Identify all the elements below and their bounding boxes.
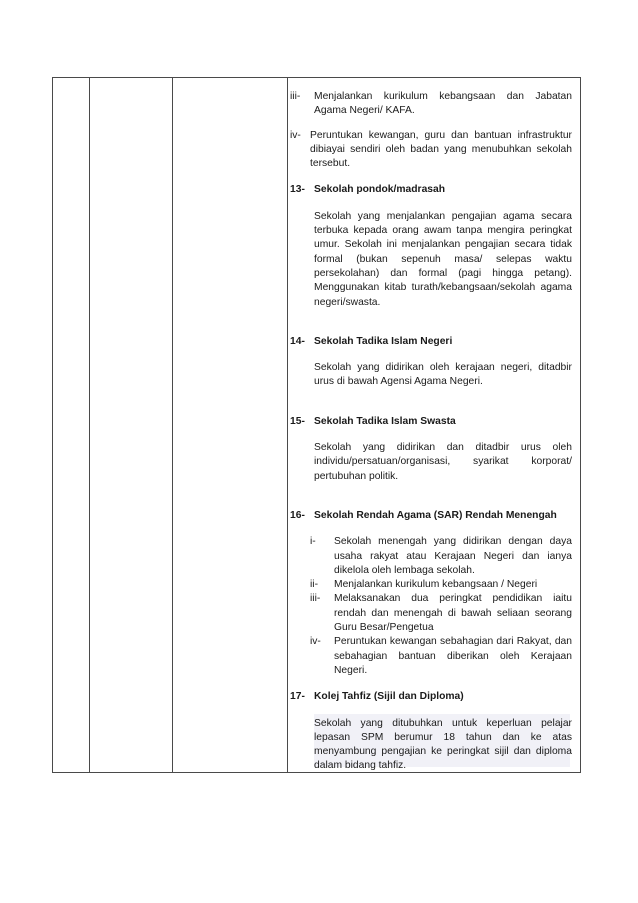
section-number: 14-: [290, 335, 305, 347]
section-body: Sekolah yang menjalankan pengajian agama secara terbuka kepada orang awam tanpa mengira peringkat umur. Sekolah ini menjalankan pengajian secara tidak formal (bukan sepenuh masa/ selepas waktu persekolahan) dan formal (pagi hingga petang). Menggunakan kitab turath/kebangsaan/sekolah agama negeri/swasta.: [314, 210, 572, 308]
list-marker: iii-: [290, 91, 301, 102]
section-number: 17-: [290, 691, 305, 703]
section-body: Sekolah yang didirikan dan ditadbir urus oleh individu/persatuan/organisasi, syarikat korporat/ pertubuhan politik.: [314, 442, 572, 482]
section-title: Sekolah Tadika Islam Negeri: [314, 335, 453, 347]
sub-list: [310, 535, 572, 678]
list-text: Peruntukan kewangan, guru dan bantuan infrastruktur dibiayai sendiri oleh badan yang menubuhkan sekolah tersebut.: [310, 129, 572, 170]
section-heading: [290, 183, 572, 197]
section-title: Sekolah Tadika Islam Swasta: [314, 415, 456, 427]
column-divider-3: [287, 78, 288, 772]
section-heading: [290, 690, 572, 704]
section-number: 16-: [290, 509, 305, 521]
list-item: [290, 90, 572, 119]
list-text: Melaksanakan dua peringkat pendidikan iaitu rendah dan menengah di bawah seliaan seorang Guru Besar/Pengetua: [334, 593, 572, 634]
description-column: [290, 90, 572, 774]
section-heading: [290, 335, 572, 349]
list-item: [310, 635, 572, 678]
section-body: Sekolah yang ditubuhkan untuk keperluan pelajar lepasan SPM berumur 18 tahun dan ke atas menyambung pengajian ke peringkat sijil dan diploma dalam bidang tahfiz.: [314, 717, 572, 772]
section-title: Sekolah pondok/madrasah: [314, 184, 446, 196]
list-marker: iv-: [290, 129, 301, 141]
list-text: Menjalankan kurikulum kebangsaan / Negeri: [334, 579, 538, 591]
list-item: [310, 578, 572, 592]
list-marker: iv-: [310, 636, 321, 648]
section-title: Kolej Tahfiz (Sijil dan Diploma): [314, 691, 464, 703]
column-divider-2: [172, 78, 173, 772]
list-item: [290, 129, 572, 172]
section-heading: [290, 509, 572, 523]
list-marker: iii-: [310, 593, 321, 605]
section-title: Sekolah Rendah Agama (SAR) Rendah Menengah: [314, 509, 557, 521]
column-divider-1: [89, 78, 90, 772]
list-marker: ii-: [310, 579, 319, 591]
list-marker: i-: [310, 536, 316, 548]
section-number: 15-: [290, 415, 305, 427]
section-heading: [290, 415, 572, 429]
list-item: [310, 535, 572, 578]
section-body: Sekolah yang didirikan oleh kerajaan negeri, ditadbir urus di bawah Agensi Agama Negeri.: [314, 362, 572, 388]
list-text: Menjalankan kurikulum kebangsaan dan Jabatan Agama Negeri/ KAFA.: [314, 91, 572, 117]
list-text: Sekolah menengah yang didirikan dengan daya usaha rakyat atau Kerajaan Negeri dan ianya dikelola oleh lembaga sekolah.: [334, 536, 572, 576]
list-text: Peruntukan kewangan sebahagian dari Rakyat, dan sebahagian bantuan diberikan oleh Kerajaan Negeri.: [334, 636, 572, 676]
list-item: [310, 592, 572, 635]
section-number: 13-: [290, 184, 305, 196]
